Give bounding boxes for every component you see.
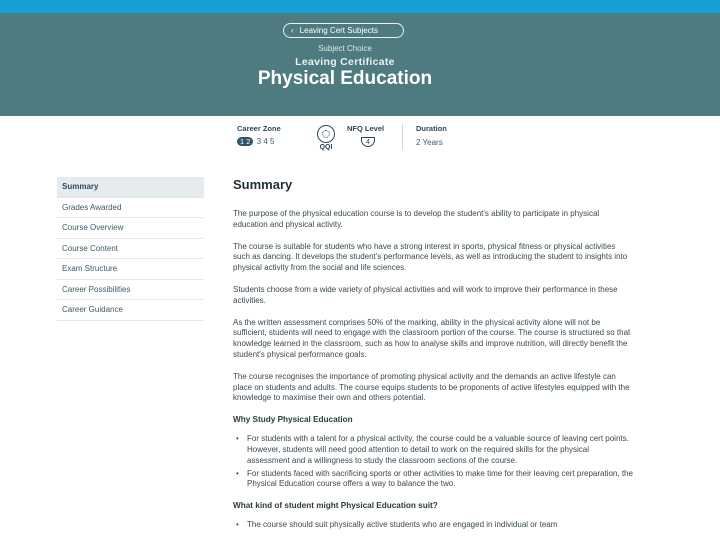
list-item: • For students faced with sacrificing sports or other activities to make time for their leaving cert preparation, the Physical Education course offers a way to balance the two. [233, 469, 633, 491]
qqi-logo [315, 125, 337, 151]
summary-paragraph: Students choose from a wide variety of physical activities and will work to improve their performance in these activities. [233, 284, 618, 305]
back-to-subjects-button[interactable] [283, 23, 404, 38]
back-label: Leaving Cert Subjects [299, 26, 378, 35]
list-item: • The course should suit physically active students who are engaged in individual or team [233, 520, 633, 531]
nfq-block [347, 124, 384, 147]
why-study-heading: Why Study Physical Education [233, 415, 353, 425]
page-hero [0, 13, 720, 116]
summary-paragraph: As the written assessment comprises 50% of the marking, ability in the physical activity alone will not be sufficient, students will need to engage with the classroom portion of the course. The course is structured so that knowledge learned in the classroom, such as how to analyse skills and improve nutrition, will directly benefit the student's physical performance goals. [233, 317, 631, 359]
nfq-label: NFQ Level [347, 124, 385, 133]
sidebar-item-exam-structure[interactable]: Exam Structure [57, 259, 204, 280]
page-title: Physical Education [257, 68, 433, 89]
sidebar-item-course-overview[interactable]: Course Overview [57, 218, 204, 239]
career-zones-rest: 3 4 5 [256, 137, 275, 146]
student-suit-heading: What kind of student might Physical Education suit? [233, 501, 438, 511]
qqi-logo-text: QQI [319, 144, 333, 151]
section-nav [57, 177, 204, 321]
qqi-seal-icon [317, 125, 335, 143]
why-study-list [233, 434, 633, 490]
career-zone-label: Career Zone [237, 124, 281, 133]
summary-paragraph: The purpose of the physical education course is to develop the student's ability to participate in physical education and physical activity. [233, 209, 600, 229]
eyebrow-text: Subject Choice [318, 44, 372, 53]
duration-block [416, 124, 447, 147]
sidebar-item-course-content[interactable]: Course Content [57, 239, 204, 260]
duration-label: Duration [416, 124, 447, 133]
page-subtitle: Leaving Certificate [295, 56, 395, 68]
summary-paragraph: The course is suitable for students who have a strong interest in sports, physical fitness or physical activities such as dancing. It develops the student's performance levels, as well as introducing the student to insights into physical activity from the social and life sciences. [233, 241, 628, 273]
summary-content [233, 177, 633, 540]
chevron-left-icon: ‹ [291, 26, 294, 35]
sidebar-item-career-guidance[interactable]: Career Guidance [57, 300, 204, 321]
duration-value: 2 Years [416, 138, 443, 147]
sidebar-item-career-possibilities[interactable]: Career Possibilities [57, 280, 204, 301]
meta-divider [402, 124, 403, 150]
sidebar-item-summary[interactable]: Summary [57, 177, 204, 198]
list-item: • For students with a talent for a physical activity, the course could be a valuable source of leaving cert points. However, students will need good attention to detail to work on the required skills for the physical assessment and a willingness to study the classroom sections of the course. [233, 434, 633, 466]
career-zone-block [237, 124, 281, 146]
summary-paragraph: The course recognises the importance of promoting physical activity and the demands an active lifestyle can place on students and adults. The course equips students to be proponents of active lifestyles equipped with the knowledge to maximise their own and others potential. [233, 371, 630, 403]
section-heading: Summary [233, 177, 293, 192]
top-accent-strip [0, 0, 720, 13]
student-suit-list [233, 520, 633, 531]
career-zones [237, 137, 281, 146]
career-zones-active: 1 2 [237, 137, 253, 146]
sidebar-item-grades-awarded[interactable]: Grades Awarded [57, 198, 204, 219]
nfq-level-badge: 4 [361, 137, 375, 147]
